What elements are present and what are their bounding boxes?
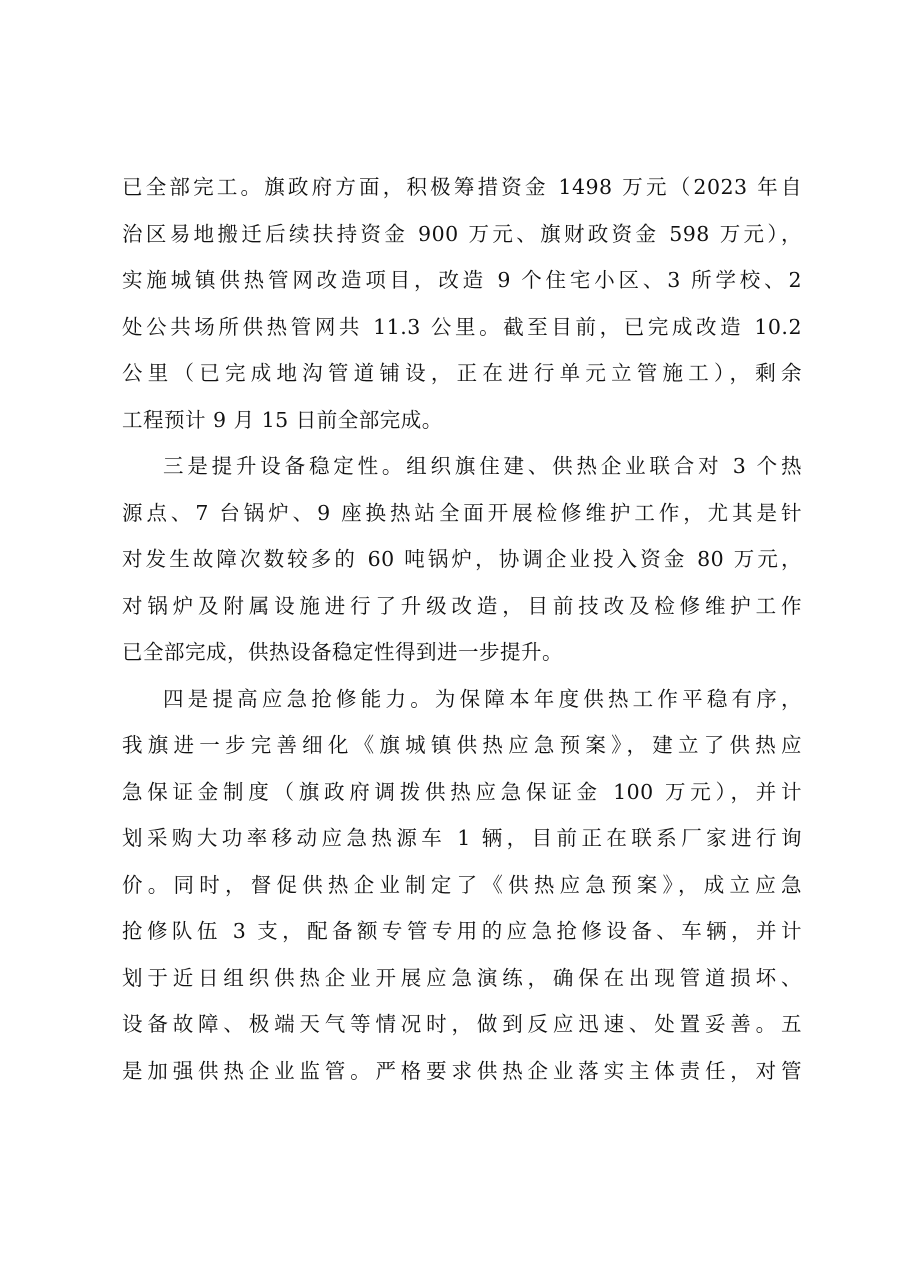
text-line: 治区易地搬迁后续扶持资金 900 万元、旗财政资金 598 万元）， <box>122 221 802 246</box>
text-line: 抢修队伍 3 支，配备额专管专用的应急抢修设备、车辆，并计 <box>122 919 802 943</box>
text-line: 处公共场所供热管网共 11.3 公里。截至目前，已完成改造 10.2 <box>122 314 802 339</box>
text-line: 已全部完成，供热设备稳定性得到进一步提升。 <box>122 640 563 664</box>
text-line: 对锅炉及附属设施进行了升级改造，目前技改及检修维护工作 <box>122 593 802 618</box>
text-line: 工程预计 9 月 15 日前全部完成。 <box>122 407 443 432</box>
text-line: 是加强供热企业监管。严格要求供热企业落实主体责任，对管 <box>122 1058 802 1083</box>
text-line: 对发生故障次数较多的 60 吨锅炉，协调企业投入资金 80 万元， <box>122 547 802 571</box>
paragraph-start-line: 四是提高应急抢修能力。为保障本年度供热工作平稳有序， <box>163 686 802 711</box>
text-line: 价。同时，督促供热企业制定了《供热应急预案》，成立应急 <box>122 872 802 897</box>
text-line: 我旗进一步完善细化《旗城镇供热应急预案》，建立了供热应 <box>122 733 802 757</box>
text-line: 划采购大功率移动应急热源车 1 辆，目前正在联系厂家进行询 <box>122 826 802 850</box>
text-line: 源点、7 台锅炉、9 座换热站全面开展检修维护工作，尤其是针 <box>122 500 802 525</box>
paragraph-start-line: 三是提升设备稳定性。组织旗住建、供热企业联合对 3 个热 <box>163 454 802 478</box>
text-line: 设备故障、极端天气等情况时，做到反应迅速、处置妥善。五 <box>122 1012 802 1036</box>
text-line: 急保证金制度（旗政府调拨供热应急保证金 100 万元），并计 <box>122 779 802 804</box>
text-line: 公里（已完成地沟管道铺设，正在进行单元立管施工），剩余 <box>122 361 802 385</box>
text-line: 已全部完工。旗政府方面，积极筹措资金 1498 万元（2023 年自 <box>122 175 802 199</box>
text-line: 划于近日组织供热企业开展应急演练，确保在出现管道损坏、 <box>122 965 802 990</box>
document-body <box>122 168 802 1098</box>
text-line: 实施城镇供热管网改造项目，改造 9 个住宅小区、3 所学校、2 <box>122 268 802 292</box>
